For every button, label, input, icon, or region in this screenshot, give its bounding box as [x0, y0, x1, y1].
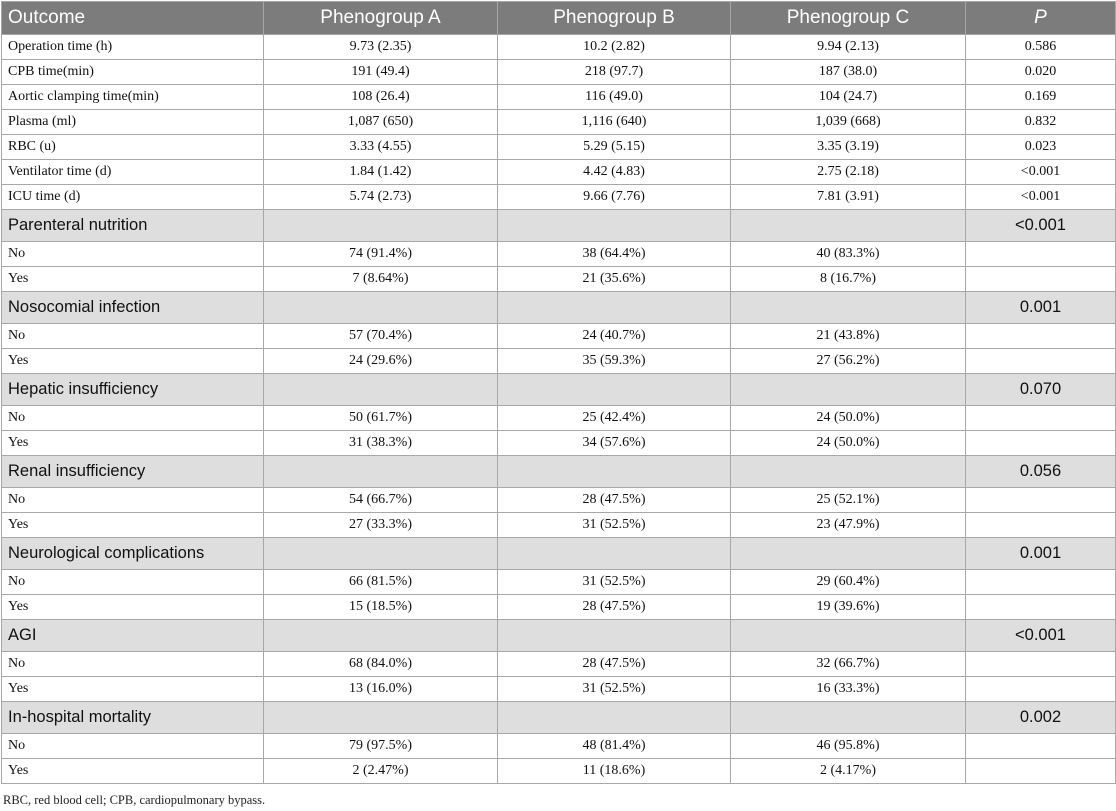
cell-phenogroup-b: 48 (81.4%) [498, 734, 731, 759]
cell-empty [264, 292, 498, 324]
header-phenogroup-c: Phenogroup C [731, 2, 966, 35]
cell-phenogroup-a: 31 (38.3%) [264, 431, 498, 456]
cell-empty [264, 374, 498, 406]
cell-phenogroup-b: 28 (47.5%) [498, 488, 731, 513]
table-row [2, 349, 1116, 374]
table-row [2, 85, 1116, 110]
cell-empty [966, 488, 1116, 513]
table-row [2, 677, 1116, 702]
table-row [2, 110, 1116, 135]
cell-empty [966, 267, 1116, 292]
cell-phenogroup-a: 54 (66.7%) [264, 488, 498, 513]
cell-phenogroup-b: 4.42 (4.83) [498, 160, 731, 185]
section-title: Parenteral nutrition [2, 210, 264, 242]
row-label: Plasma (ml) [2, 110, 264, 135]
table-row [2, 513, 1116, 538]
cell-phenogroup-a: 57 (70.4%) [264, 324, 498, 349]
cell-p-value: 0.169 [966, 85, 1116, 110]
table-row [2, 160, 1116, 185]
cell-phenogroup-a: 24 (29.6%) [264, 349, 498, 374]
cell-empty [498, 456, 731, 488]
header-phenogroup-b: Phenogroup B [498, 2, 731, 35]
row-label: Operation time (h) [2, 35, 264, 60]
table-row [2, 35, 1116, 60]
cell-phenogroup-c: 23 (47.9%) [731, 513, 966, 538]
cell-empty [966, 324, 1116, 349]
row-label: No [2, 242, 264, 267]
table-row [2, 185, 1116, 210]
cell-empty [966, 406, 1116, 431]
cell-empty [498, 538, 731, 570]
table-row [2, 267, 1116, 292]
cell-p-value: <0.001 [966, 160, 1116, 185]
cell-phenogroup-c: 25 (52.1%) [731, 488, 966, 513]
cell-empty [731, 210, 966, 242]
table-row [2, 135, 1116, 160]
table-row [2, 242, 1116, 267]
cell-empty [498, 620, 731, 652]
cell-phenogroup-c: 40 (83.3%) [731, 242, 966, 267]
cell-phenogroup-b: 31 (52.5%) [498, 677, 731, 702]
table-row [2, 595, 1116, 620]
cell-p-value: 0.070 [966, 374, 1116, 406]
row-label: CPB time(min) [2, 60, 264, 85]
cell-phenogroup-b: 1,116 (640) [498, 110, 731, 135]
cell-phenogroup-b: 31 (52.5%) [498, 570, 731, 595]
cell-p-value: 0.001 [966, 538, 1116, 570]
cell-phenogroup-c: 1,039 (668) [731, 110, 966, 135]
table-row [2, 60, 1116, 85]
cell-empty [731, 292, 966, 324]
cell-empty [264, 210, 498, 242]
cell-empty [498, 374, 731, 406]
cell-p-value: 0.002 [966, 702, 1116, 734]
section-header-row [2, 210, 1116, 242]
cell-empty [966, 652, 1116, 677]
cell-p-value: <0.001 [966, 185, 1116, 210]
cell-empty [966, 349, 1116, 374]
table-footnote: RBC, red blood cell; CPB, cardiopulmonary bypass. [3, 793, 266, 807]
cell-phenogroup-a: 7 (8.64%) [264, 267, 498, 292]
cell-p-value: 0.832 [966, 110, 1116, 135]
section-title: Neurological complications [2, 538, 264, 570]
cell-phenogroup-c: 2 (4.17%) [731, 759, 966, 784]
cell-p-value: <0.001 [966, 620, 1116, 652]
cell-phenogroup-b: 35 (59.3%) [498, 349, 731, 374]
cell-phenogroup-c: 9.94 (2.13) [731, 35, 966, 60]
cell-phenogroup-b: 218 (97.7) [498, 60, 731, 85]
cell-phenogroup-a: 191 (49.4) [264, 60, 498, 85]
cell-empty [966, 570, 1116, 595]
cell-phenogroup-c: 21 (43.8%) [731, 324, 966, 349]
section-header-row [2, 292, 1116, 324]
cell-phenogroup-a: 2 (2.47%) [264, 759, 498, 784]
cell-empty [264, 538, 498, 570]
row-label: No [2, 488, 264, 513]
cell-phenogroup-c: 8 (16.7%) [731, 267, 966, 292]
cell-empty [966, 677, 1116, 702]
table-row [2, 324, 1116, 349]
cell-phenogroup-b: 9.66 (7.76) [498, 185, 731, 210]
row-label: Yes [2, 513, 264, 538]
row-label: No [2, 570, 264, 595]
cell-phenogroup-a: 1.84 (1.42) [264, 160, 498, 185]
cell-p-value: 0.001 [966, 292, 1116, 324]
cell-empty [731, 374, 966, 406]
cell-phenogroup-b: 21 (35.6%) [498, 267, 731, 292]
cell-empty [966, 431, 1116, 456]
cell-p-value: 0.586 [966, 35, 1116, 60]
cell-phenogroup-c: 32 (66.7%) [731, 652, 966, 677]
row-label: RBC (u) [2, 135, 264, 160]
cell-phenogroup-c: 2.75 (2.18) [731, 160, 966, 185]
section-header-row [2, 538, 1116, 570]
cell-phenogroup-c: 46 (95.8%) [731, 734, 966, 759]
section-title: Hepatic insufficiency [2, 374, 264, 406]
cell-phenogroup-a: 3.33 (4.55) [264, 135, 498, 160]
table-row [2, 431, 1116, 456]
cell-phenogroup-a: 74 (91.4%) [264, 242, 498, 267]
cell-phenogroup-c: 24 (50.0%) [731, 406, 966, 431]
header-phenogroup-a: Phenogroup A [264, 2, 498, 35]
cell-empty [966, 759, 1116, 784]
cell-phenogroup-a: 79 (97.5%) [264, 734, 498, 759]
header-p-value: P [966, 2, 1116, 35]
section-title: Nosocomial infection [2, 292, 264, 324]
cell-p-value: 0.056 [966, 456, 1116, 488]
row-label: No [2, 734, 264, 759]
cell-empty [966, 242, 1116, 267]
section-header-row [2, 620, 1116, 652]
row-label: Yes [2, 759, 264, 784]
cell-phenogroup-a: 9.73 (2.35) [264, 35, 498, 60]
cell-phenogroup-b: 24 (40.7%) [498, 324, 731, 349]
cell-phenogroup-a: 108 (26.4) [264, 85, 498, 110]
cell-empty [498, 210, 731, 242]
cell-phenogroup-b: 38 (64.4%) [498, 242, 731, 267]
cell-phenogroup-b: 34 (57.6%) [498, 431, 731, 456]
header-outcome: Outcome [2, 2, 264, 35]
cell-phenogroup-c: 7.81 (3.91) [731, 185, 966, 210]
cell-phenogroup-b: 31 (52.5%) [498, 513, 731, 538]
table-row [2, 488, 1116, 513]
cell-empty [966, 734, 1116, 759]
cell-phenogroup-a: 5.74 (2.73) [264, 185, 498, 210]
cell-phenogroup-b: 116 (49.0) [498, 85, 731, 110]
cell-empty [498, 292, 731, 324]
cell-empty [966, 595, 1116, 620]
table-row [2, 652, 1116, 677]
cell-phenogroup-a: 50 (61.7%) [264, 406, 498, 431]
table-row [2, 570, 1116, 595]
row-label: Aortic clamping time(min) [2, 85, 264, 110]
row-label: No [2, 652, 264, 677]
cell-phenogroup-c: 104 (24.7) [731, 85, 966, 110]
row-label: No [2, 406, 264, 431]
cell-empty [264, 620, 498, 652]
cell-phenogroup-a: 15 (18.5%) [264, 595, 498, 620]
cell-phenogroup-a: 66 (81.5%) [264, 570, 498, 595]
cell-phenogroup-c: 187 (38.0) [731, 60, 966, 85]
row-label: Yes [2, 595, 264, 620]
cell-phenogroup-c: 16 (33.3%) [731, 677, 966, 702]
cell-phenogroup-b: 28 (47.5%) [498, 595, 731, 620]
section-title: Renal insufficiency [2, 456, 264, 488]
table-row [2, 406, 1116, 431]
row-label: ICU time (d) [2, 185, 264, 210]
cell-empty [731, 456, 966, 488]
row-label: Yes [2, 677, 264, 702]
cell-p-value: 0.023 [966, 135, 1116, 160]
cell-phenogroup-c: 24 (50.0%) [731, 431, 966, 456]
row-label: Yes [2, 267, 264, 292]
cell-phenogroup-c: 29 (60.4%) [731, 570, 966, 595]
cell-empty [731, 702, 966, 734]
row-label: Ventilator time (d) [2, 160, 264, 185]
cell-phenogroup-b: 10.2 (2.82) [498, 35, 731, 60]
table-row [2, 759, 1116, 784]
table-row [2, 734, 1116, 759]
section-header-row [2, 456, 1116, 488]
cell-empty [264, 456, 498, 488]
cell-phenogroup-a: 13 (16.0%) [264, 677, 498, 702]
cell-phenogroup-c: 19 (39.6%) [731, 595, 966, 620]
cell-phenogroup-c: 27 (56.2%) [731, 349, 966, 374]
table-header-row [2, 2, 1116, 35]
cell-phenogroup-b: 28 (47.5%) [498, 652, 731, 677]
cell-phenogroup-b: 5.29 (5.15) [498, 135, 731, 160]
cell-phenogroup-a: 27 (33.3%) [264, 513, 498, 538]
cell-empty [498, 702, 731, 734]
cell-empty [731, 620, 966, 652]
cell-empty [264, 702, 498, 734]
row-label: Yes [2, 349, 264, 374]
row-label: No [2, 324, 264, 349]
cell-empty [731, 538, 966, 570]
cell-p-value: 0.020 [966, 60, 1116, 85]
row-label: Yes [2, 431, 264, 456]
section-header-row [2, 374, 1116, 406]
section-header-row [2, 702, 1116, 734]
cell-p-value: <0.001 [966, 210, 1116, 242]
cell-phenogroup-b: 11 (18.6%) [498, 759, 731, 784]
section-title: In-hospital mortality [2, 702, 264, 734]
cell-phenogroup-c: 3.35 (3.19) [731, 135, 966, 160]
cell-phenogroup-b: 25 (42.4%) [498, 406, 731, 431]
outcomes-table [1, 1, 1116, 784]
cell-empty [966, 513, 1116, 538]
cell-phenogroup-a: 1,087 (650) [264, 110, 498, 135]
cell-phenogroup-a: 68 (84.0%) [264, 652, 498, 677]
section-title: AGI [2, 620, 264, 652]
